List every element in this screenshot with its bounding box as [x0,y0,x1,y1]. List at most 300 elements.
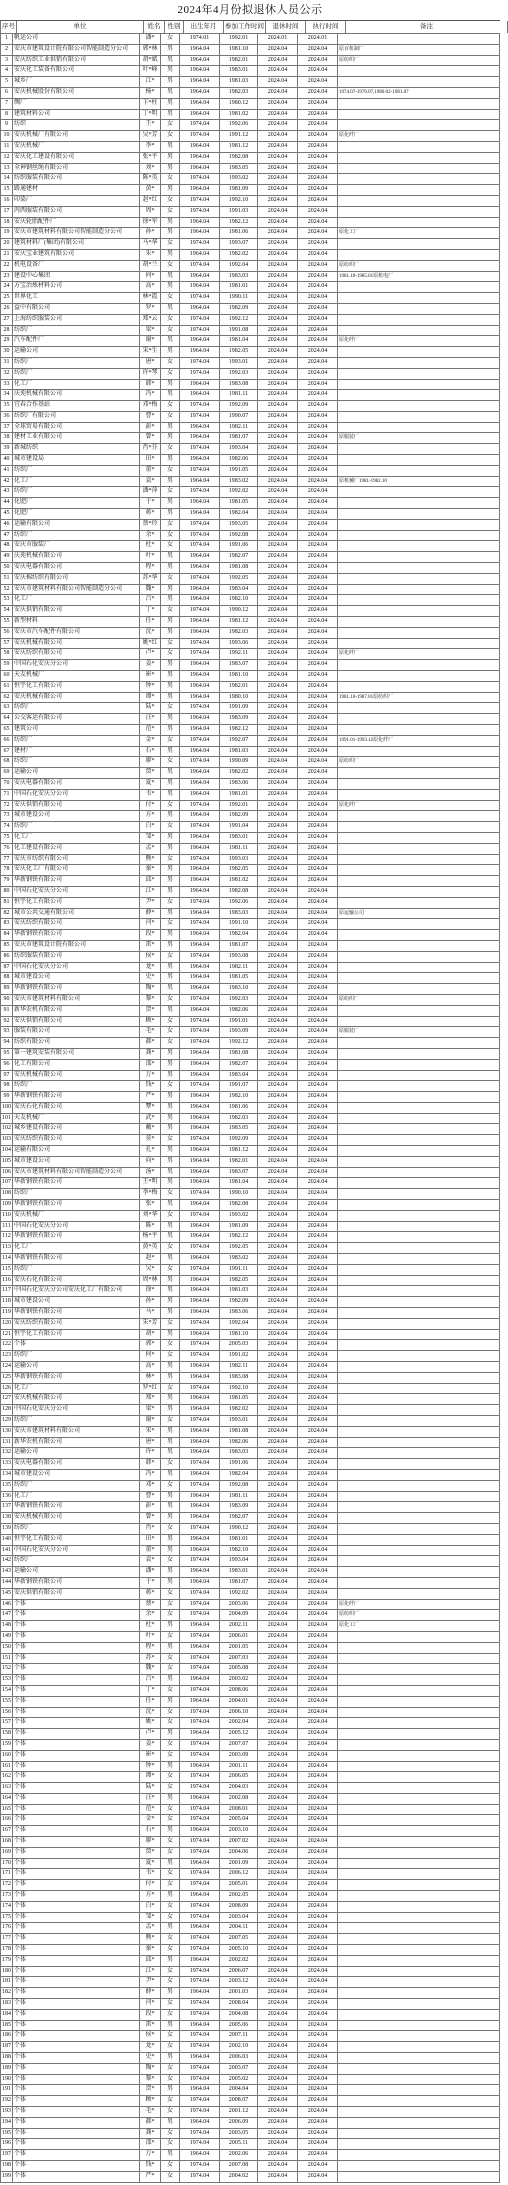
cell-remark [338,660,500,670]
cell-birth: 1964.04 [180,963,220,973]
cell-seq: 94 [0,1038,13,1048]
cell-work-start: 2008.01 [220,1805,258,1815]
cell-work-start: 2003.06 [220,1600,258,1610]
cell-effective: 2024.04 [298,1567,338,1577]
cell-effective: 2024.04 [298,1675,338,1685]
cell-retire: 2024.04 [258,865,298,875]
cell-work-start: 1983.07 [220,660,258,670]
cell-effective: 2024.04 [298,1600,338,1610]
cell-work-start: 1992.04 [220,261,258,271]
cell-effective: 2024.04 [298,693,338,703]
cell-retire: 2024.04 [258,693,298,703]
cell-remark [338,1546,500,1556]
table-row [0,628,500,639]
cell-unit: 纺织有限公司 [13,1038,140,1048]
cell-name: 丁*明 [140,110,161,120]
cell-effective: 2024.04 [298,315,338,325]
cell-retire: 2024.04 [258,520,298,530]
cell-seq: 152 [0,1664,13,1674]
cell-seq: 23 [0,272,13,282]
cell-retire: 2024.04 [258,380,298,390]
cell-retire: 2024.04 [258,995,298,1005]
cell-remark [338,1319,500,1329]
cell-remark [338,973,500,983]
table-row [0,1330,500,1341]
cell-gender: 男 [161,1330,180,1340]
cell-birth: 1964.04 [180,671,220,681]
cell-retire: 2024.04 [258,1664,298,1674]
cell-gender: 男 [161,110,180,120]
cell-seq: 169 [0,1848,13,1858]
cell-remark [338,1470,500,1480]
table-row [0,131,500,142]
cell-name: 严* [140,2172,161,2182]
cell-retire: 2024.04 [258,876,298,886]
cell-birth: 1974.04 [180,196,220,206]
cell-gender: 男 [161,1988,180,1998]
cell-unit: 纺织厂 [13,487,140,497]
cell-gender: 男 [161,984,180,994]
cell-work-start: 1982.03 [220,628,258,638]
cell-remark [338,1459,500,1469]
cell-name: 马*华 [140,239,161,249]
cell-name: 曹* [140,412,161,422]
cell-name: 孟* [140,1923,161,1933]
table-row [0,1254,500,1265]
cell-seq: 182 [0,1988,13,1998]
cell-seq: 119 [0,1308,13,1318]
cell-effective: 2024.04 [298,1546,338,1556]
cell-name: 叶* [140,552,161,562]
cell-gender: 女 [161,1902,180,1912]
cell-birth: 1974.04 [180,1135,220,1145]
cell-seq: 101 [0,1114,13,1124]
cell-work-start: 2005.08 [220,1664,258,1674]
cell-remark [338,110,500,120]
table-row [0,358,500,369]
cell-work-start: 1992.06 [220,120,258,130]
cell-name: 方* [140,811,161,821]
cell-effective: 2024.04 [298,1481,338,1491]
cell-birth: 1974.04 [180,466,220,476]
cell-unit: 个体 [13,1654,140,1664]
cell-retire: 2024.04 [258,1567,298,1577]
cell-remark [338,164,500,174]
cell-retire: 2024.04 [258,1178,298,1188]
cell-unit: 个体 [13,1621,140,1631]
cell-unit: 安庆供销有限公司 [13,1017,140,1027]
cell-remark [338,1243,500,1253]
cell-work-start: 1983.01 [220,1567,258,1577]
cell-retire: 2024.04 [258,1697,298,1707]
cell-effective: 2024.04 [298,2064,338,2074]
cell-birth: 1964.04 [180,768,220,778]
cell-seq: 13 [0,164,13,174]
cell-gender: 男 [161,790,180,800]
cell-gender: 男 [161,628,180,638]
cell-name: 郝* [140,1038,161,1048]
cell-name: 钱* [140,1081,161,1091]
cell-work-start: 1992.02 [220,1589,258,1599]
table-row [0,1427,500,1438]
cell-name: 戴* [140,1124,161,1134]
cell-unit: 个体 [13,1805,140,1815]
cell-remark [338,1017,500,1027]
cell-effective: 2024.04 [298,898,338,908]
cell-name: 贾* [140,768,161,778]
cell-birth: 1974.04 [180,2129,220,2139]
cell-name: 董* [140,1546,161,1556]
cell-birth: 1974.04 [180,1751,220,1761]
cell-unit: 化肥厂 [13,509,140,519]
cell-retire: 2024.04 [258,585,298,595]
cell-birth: 1964.04 [180,1923,220,1933]
cell-unit: 安庆市服装厂 [13,541,140,551]
cell-effective: 2024.04 [298,1492,338,1502]
cell-unit: 安庆机械有限公司 [13,1071,140,1081]
table-row [0,682,500,693]
cell-effective: 2024.04 [298,99,338,109]
table-row [0,423,500,434]
table-row [0,757,500,768]
cell-name: 林*霞 [140,293,161,303]
cell-seq: 52 [0,585,13,595]
table-row [0,174,500,185]
cell-effective: 2024.04 [298,1038,338,1048]
cell-name: 尹* [140,898,161,908]
cell-unit: 个体 [13,2064,140,2074]
cell-work-start: 1981.11 [220,1492,258,1502]
cell-gender: 男 [161,963,180,973]
cell-remark [338,606,500,616]
cell-seq: 102 [0,1124,13,1134]
cell-work-start: 2001.09 [220,1859,258,1869]
cell-retire: 2024.04 [258,1546,298,1556]
cell-work-start: 1982.07 [220,1513,258,1523]
cell-retire: 2024.04 [258,909,298,919]
cell-work-start: 2008.06 [220,1686,258,1696]
cell-gender: 女 [161,2075,180,2085]
cell-effective: 2024.04 [298,1081,338,1091]
cell-work-start: 1981.07 [220,941,258,951]
cell-effective: 2024.04 [298,1621,338,1631]
cell-effective: 2024.04 [298,811,338,821]
cell-work-start: 1981.05 [220,498,258,508]
cell-birth: 1964.04 [180,1362,220,1372]
cell-seq: 158 [0,1729,13,1739]
cell-name: 何* [140,1351,161,1361]
cell-name: 廖* [140,1837,161,1847]
cell-effective: 2024.04 [298,2161,338,2171]
table-row [0,1934,500,1945]
cell-seq: 72 [0,801,13,811]
cell-work-start: 1982.04 [220,1470,258,1480]
cell-seq: 146 [0,1600,13,1610]
cell-seq: 179 [0,1956,13,1966]
cell-gender: 女 [161,1340,180,1350]
cell-birth: 1964.04 [180,45,220,55]
cell-unit: 恒宇化工有限公司 [13,1330,140,1340]
cell-gender: 女 [161,1135,180,1145]
cell-unit: 化工厂 [13,477,140,487]
cell-unit: 安庆市汽车配件有限公司 [13,628,140,638]
cell-gender: 男 [161,1513,180,1523]
cell-name: 毛* [140,1027,161,1037]
cell-unit: 华新钢铁有限公司 [13,1373,140,1383]
cell-gender: 女 [161,2172,180,2182]
cell-work-start: 1982.04 [220,930,258,940]
cell-retire: 2024.04 [258,1071,298,1081]
cell-retire: 2024.04 [258,1632,298,1642]
cell-retire: 2024.04 [258,757,298,767]
cell-work-start: 2006.03 [220,2053,258,2063]
cell-name: 潘*萍 [140,487,161,497]
cell-effective: 2024.04 [298,1859,338,1869]
cell-name: 范* [140,725,161,735]
cell-effective: 2024.04 [298,682,338,692]
cell-gender: 男 [161,725,180,735]
cell-gender: 女 [161,315,180,325]
cell-seq: 38 [0,433,13,443]
cell-work-start: 1990.11 [220,293,258,303]
cell-birth: 1974.04 [180,649,220,659]
cell-remark [338,142,500,152]
cell-work-start: 2004.04 [220,2085,258,2095]
cell-unit: 庆苑机械有限公司 [13,552,140,562]
cell-remark [338,822,500,832]
cell-unit: 纺织厂 [13,736,140,746]
cell-seq: 25 [0,293,13,303]
cell-seq: 99 [0,1092,13,1102]
cell-retire: 2024.04 [258,714,298,724]
cell-remark [338,1308,500,1318]
cell-seq: 6 [0,88,13,98]
cell-remark [338,531,500,541]
cell-unit: 安庆电器有限公司 [13,1459,140,1469]
cell-name: 朱* [140,250,161,260]
cell-work-start: 2002.05 [220,1891,258,1901]
cell-remark [338,1178,500,1188]
cell-seq: 117 [0,1286,13,1296]
cell-birth: 1964.04 [180,844,220,854]
table-row [0,272,500,283]
cell-seq: 86 [0,952,13,962]
cell-gender: 女 [161,1481,180,1491]
cell-birth: 1974.04 [180,487,220,497]
cell-retire: 2024.04 [258,682,298,692]
cell-retire: 2024.04 [258,218,298,228]
cell-effective: 2024.04 [298,520,338,530]
cell-work-start: 1981.08 [220,1427,258,1437]
cell-work-start: 1982.12 [220,725,258,735]
cell-work-start: 1980.10 [220,693,258,703]
cell-unit: 机电设备厂 [13,261,140,271]
table-row [0,1654,500,1665]
table-row [0,390,500,401]
cell-birth: 1964.04 [180,250,220,260]
table-row [0,293,500,304]
cell-unit: 纺织厂 [13,326,140,336]
cell-remark [338,1535,500,1545]
cell-effective: 2024.04 [298,1697,338,1707]
cell-work-start: 1982.10 [220,1546,258,1556]
cell-seq: 90 [0,995,13,1005]
cell-work-start: 1992.05 [220,574,258,584]
cell-retire: 2024.04 [258,66,298,76]
cell-remark [338,1394,500,1404]
cell-seq: 186 [0,2031,13,2041]
cell-effective: 2024.04 [298,1826,338,1836]
cell-retire: 2024.04 [258,541,298,551]
table-row [0,1103,500,1114]
table-row [0,1956,500,1967]
table-row [0,1459,500,1470]
cell-gender: 男 [161,1373,180,1383]
cell-retire: 2024.04 [258,142,298,152]
cell-gender: 男 [161,455,180,465]
cell-work-start: 2001.05 [220,1643,258,1653]
cell-work-start: 2004.09 [220,1610,258,1620]
cell-unit: 恒宇化工有限公司 [13,1535,140,1545]
cell-remark [338,682,500,692]
cell-seq: 10 [0,131,13,141]
cell-name: 熊* [140,1934,161,1944]
table-row [0,88,500,99]
cell-remark [338,779,500,789]
cell-remark [338,1232,500,1242]
cell-retire: 2024.04 [258,2139,298,2149]
cell-effective: 2024.04 [298,1232,338,1242]
table-row [0,2161,500,2172]
cell-retire: 2024.04 [258,153,298,163]
cell-name: 田* [140,455,161,465]
cell-effective: 2024.04 [298,1815,338,1825]
cell-name: 吴* [140,1265,161,1275]
cell-birth: 1974.04 [180,1211,220,1221]
cell-birth: 1964.04 [180,1006,220,1016]
table-row [0,1729,500,1740]
cell-name: 毛* [140,2107,161,2117]
cell-seq: 167 [0,1826,13,1836]
cell-retire: 2024.04 [258,1772,298,1782]
cell-remark [338,1211,500,1221]
cell-remark [338,1071,500,1081]
table-row [0,1071,500,1082]
cell-work-start: 2006.05 [220,1772,258,1782]
cell-retire: 2024.04 [258,1859,298,1869]
cell-retire: 2024.04 [258,952,298,962]
cell-gender: 男 [161,1157,180,1167]
cell-retire: 2024.04 [258,1848,298,1858]
cell-work-start: 2005.02 [220,2075,258,2085]
table-row [0,2085,500,2096]
cell-unit: 纺织厂 [13,1481,140,1491]
cell-effective: 2024.04 [298,1837,338,1847]
table-row [0,66,500,77]
cell-effective: 2024.04 [298,477,338,487]
cell-effective: 2024.04 [298,1470,338,1480]
cell-remark [338,2075,500,2085]
cell-name: 高* [140,282,161,292]
cell-retire: 2024.04 [258,1308,298,1318]
cell-retire: 2024.04 [258,1017,298,1027]
cell-effective: 2024.04 [298,1135,338,1145]
table-row [0,1286,500,1297]
cell-effective: 2024.04 [298,1654,338,1664]
cell-gender: 女 [161,1967,180,1977]
cell-birth: 1974.04 [180,2010,220,2020]
cell-work-start: 2003.09 [220,1751,258,1761]
cell-unit: 安庆化工装备有限公司 [13,66,140,76]
cell-gender: 男 [161,347,180,357]
cell-retire: 2024.04 [258,1297,298,1307]
cell-unit: 个体 [13,2150,140,2160]
cell-gender: 男 [161,1438,180,1448]
cell-effective: 2024.04 [298,1178,338,1188]
cell-unit: 城乡建设有限公司 [13,1124,140,1134]
cell-birth: 1964.04 [180,628,220,638]
cell-remark [338,207,500,217]
cell-work-start: 1982.10 [220,595,258,605]
cell-unit: 新华农机有限公司 [13,1438,140,1448]
cell-work-start: 1991.09 [220,703,258,713]
cell-remark: 原化纤厂 [338,131,500,141]
cell-birth: 1974.04 [180,1869,220,1879]
cell-seq: 178 [0,1945,13,1955]
cell-seq: 9 [0,120,13,130]
table-row [0,833,500,844]
cell-gender: 男 [161,844,180,854]
cell-gender: 女 [161,34,180,44]
cell-remark [338,1999,500,2009]
cell-birth: 1974.04 [180,855,220,865]
table-row [0,1708,500,1719]
cell-seq: 149 [0,1632,13,1642]
cell-remark: 原化纤厂 [338,336,500,346]
cell-retire: 2024.04 [258,1438,298,1448]
cell-seq: 133 [0,1459,13,1469]
cell-retire: 2024.04 [258,1708,298,1718]
cell-birth: 1964.04 [180,2053,220,2063]
cell-retire: 2024.04 [258,1762,298,1772]
cell-birth: 1964.04 [180,1546,220,1556]
cell-seq: 191 [0,2085,13,2095]
cell-remark [338,498,500,508]
cell-birth: 1964.04 [180,790,220,800]
cell-effective: 2024.04 [298,239,338,249]
cell-remark [338,239,500,249]
cell-birth: 1964.04 [180,1060,220,1070]
cell-seq: 78 [0,865,13,875]
cell-remark [338,1913,500,1923]
cell-name: 谭* [140,693,161,703]
cell-work-start: 1982.07 [220,1060,258,1070]
cell-effective: 2024.04 [298,2010,338,2020]
cell-retire: 2024.04 [258,1999,298,2009]
cell-seq: 36 [0,412,13,422]
cell-work-start: 1982.08 [220,1200,258,1210]
cell-name: 侯* [140,952,161,962]
cell-seq: 89 [0,984,13,994]
cell-gender: 女 [161,2096,180,2106]
cell-name: 韩* [140,380,161,390]
cell-gender: 女 [161,1265,180,1275]
cell-remark [338,1373,500,1383]
cell-effective: 2024.04 [298,250,338,260]
cell-retire: 2024.04 [258,2107,298,2117]
cell-unit: 个体 [13,2085,140,2095]
cell-gender: 女 [161,1211,180,1221]
